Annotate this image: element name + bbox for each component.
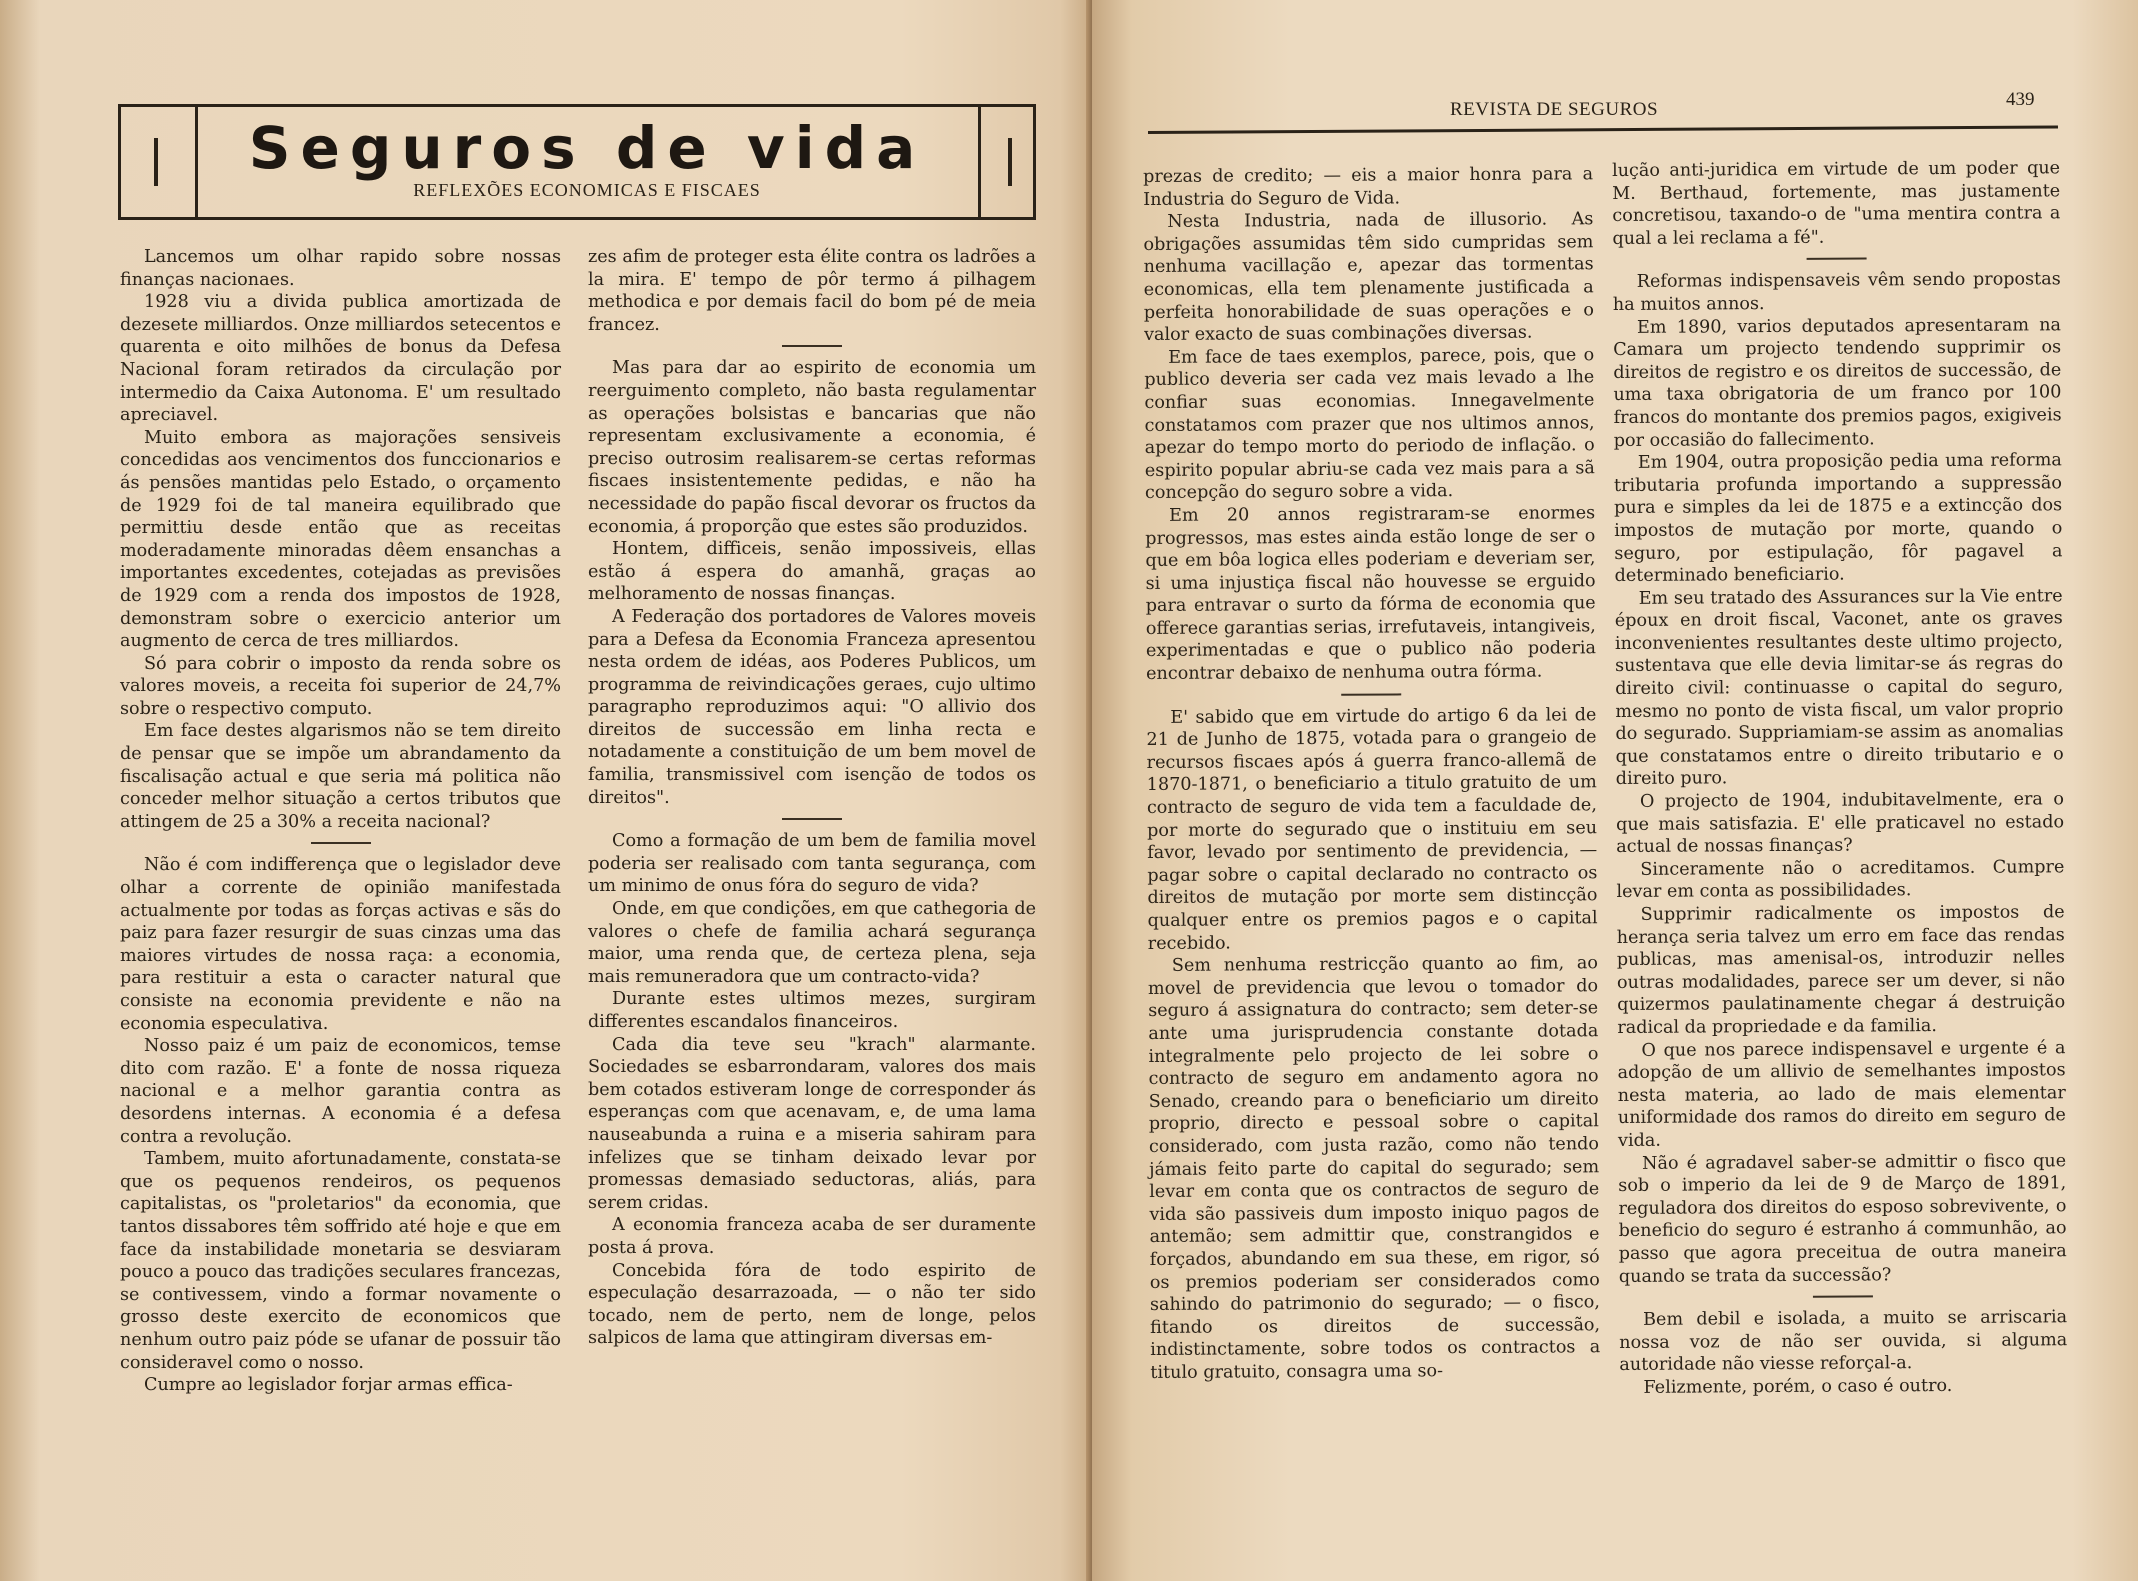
left-ornament-mark (154, 138, 158, 186)
paragraph: Em face destes algarismos não se tem direito de pensar que se impõe um abrandamento da fiscalisação actual e que seria má politica não conceder melhor situação a certos tributos que attingem de 25 a 30% a receita nacional? (120, 721, 561, 832)
running-head: REVISTA DE SEGUROS (1450, 99, 1659, 120)
article-subtitle: REFLEXÕES ECONOMICAS E FISCAES (413, 180, 761, 200)
section-separator (1341, 693, 1401, 695)
title-right-ornament (978, 104, 1036, 220)
paragraph: A economia franceza acaba de ser duramente posta á prova. (588, 1215, 1036, 1258)
paragraph: O projecto de 1904, indubitavelmente, era o que mais satisfazia. E' elle praticavel no estado actual de nossas finanças? (1615, 789, 2065, 858)
paragraph: Felizmente, porém, o caso é outro. (1643, 1375, 1953, 1398)
title-bottom-rule (118, 217, 1036, 220)
section-separator (1807, 258, 1867, 260)
text-column-1 (120, 246, 561, 1397)
text-column-3 (1143, 163, 1600, 1384)
paragraph: Durante estes ultimos mezes, surgiram differentes escandalos financeiros. (588, 989, 1036, 1032)
section-separator (311, 842, 371, 844)
paragraph: E' sabido que em virtude do artigo 6 da lei de 21 de Junho de 1875, votada para o grangeio de recursos fiscaes após á guerra franco-allemã de 1870-1871, o beneficiario a titulo gratuito de um contracto de seguro de vida tem a faculdade de, por morte do segurado que o instituiu em seu favor, levado por sentimento de previdencia, — pagar sobre o capital declarado no contracto os direitos de mutação por morte sem distincção qualquer entre os premios pagos e o capital recebido. (1146, 704, 1598, 954)
paragraph: Em 1890, varios deputados apresentaram na Camara um projecto tendendo supprimir os direitos de registro e os direitos de successão, de uma taxa obrigatoria de um franco por 100 francos do montante dos premios pagos, exigiveis por occasião do fallecimento. (1613, 314, 2062, 451)
paragraph: Tambem, muito afortunadamente, constata-se que os pequenos rendeiros, os pequenos capitalistas, os "proletarios" da economia, que tantos dissabores têm soffrido até hoje e que em face da instabilidade monetaria se desviaram pouco a pouco das tradições seculares francezas, se contivessem, vindo a formar novamente o grosso deste exercito de economicos que nenhum outro paiz póde se ufanar de possuir tão consideravel como o nosso. (120, 1149, 561, 1373)
section-separator (1813, 1296, 1873, 1298)
paragraph: zes afim de proteger esta élite contra os ladrões a la mira. E' tempo de pôr termo á pilhagem methodica e por demais facil do bom pé de meia francez. (588, 247, 1036, 335)
section-separator (782, 345, 842, 347)
paragraph: A Federação dos portadores de Valores moveis para a Defesa da Economia Franceza apresentou nesta ordem de idéas, aos Poderes Publicos, um programma de reivindicações geraes, cujo ultimo paragrapho reproduzimos aqui: "O allivio dos direitos de successão em linha recta e notadamente a constituição de um bem movel de familia, transmissivel com isenção de todos os direitos". (588, 606, 1036, 808)
title-top-rule (118, 104, 1036, 107)
paragraph: Nosso paiz é um paiz de economicos, temse dito com razão. E' a fonte de nossa riqueza nacional e a melhor garantia contra as desordens internas. A economia é a defesa contra a revolução. (120, 1036, 561, 1147)
paragraph: Lancemos um olhar rapido sobre nossas finanças nacionaes. (120, 247, 561, 290)
paragraph: O que nos parece indispensavel e urgente é a adopção de um allivio de semelhantes impostos nesta materia, ao lado de mais elementar uniformidade dos ramos do direito em seguro de vida. (1617, 1037, 2066, 1151)
page-number: 439 (2006, 89, 2035, 110)
paragraph: Concebida fóra de todo espirito de especulação desarrazoada, — o não ter sido tocado, nem de perto, nem de longe, pelos salpicos de lama que attingiram diversas em- (588, 1260, 1036, 1349)
paragraph: Cumpre ao legislador forjar armas effica- (144, 1375, 513, 1396)
paragraph: lução anti-juridica em virtude de um poder que M. Berthaud, fortemente, mas justamente concretisou, taxando-o de "uma mentira contra a qual a lei reclama a fé". (1612, 158, 2061, 249)
paragraph: Em face de taes exemplos, parece, pois, que o publico deveria ser cada vez mais levado a lhe confiar suas economias. Innegavelmente constatamos com prazer que nos ultimos annos, apezar do tempo morto do periodo de inflação. o espirito popular abriu-se cada vez mais para a sã concepção do seguro sobre a vida. (1144, 344, 1595, 504)
paragraph: Em seu tratado des Assurances sur la Vie entre époux en droit fiscal, Vaconet, ante os graves inconvenientes resultantes deste ultimo projecto, sustentava que elle devia limitar-se ás regras do direito civil: continuasse o capital do seguro, mesmo no ponto de vista fiscal, um valor proprio do segurado. Suppriamiam-se assim as anomalias que constatamos entre o direito tributario e o direito puro. (1614, 585, 2064, 790)
paragraph: Mas para dar ao espirito de economia um reerguimento completo, não basta regulamentar as operações bolsistas e bancarias que não representam exclusivamente a economia, é preciso outrosim realisarem-se certas reformas fiscaes insistentemente pedidas, e não ha necessidade do papão fiscal devorar os fructos da economia, á proporção que estes são produzidos. (588, 358, 1036, 537)
text-column-4 (1612, 157, 2068, 1399)
paragraph: Como a formação de um bem de familia movel poderia ser realisado com tanta segurança, com um minimo de onus fóra do seguro de vida? (588, 831, 1036, 897)
article-title: Seguros de vida (248, 114, 926, 182)
title-left-ornament (118, 104, 198, 220)
paragraph: Sinceramente não o acreditamos. Cumpre levar em conta as possibilidades. (1616, 857, 2065, 903)
article-title-box (118, 104, 1036, 220)
paragraph: Nesta Industria, nada de illusorio. As obrigações assumidas têm sido cumpridas sem nenhuma vacillação e, apezar das tormentas economicas, ella tem plenamente justificada a perfeita honorabilidade de suas operações e o valor exacto de suas combinações diversas. (1143, 209, 1594, 346)
right-ornament-mark (1008, 138, 1012, 186)
paragraph: prezas de credito; — eis a maior honra para a Industria do Seguro de Vida. (1143, 164, 1594, 210)
paragraph: Em 1904, outra proposição pedia uma reforma tributaria profunda importando a suppressão pura e simples da lei de 1875 e a extincção dos impostos de mutação por morte, quando o seguro, por estipulação, fôr pagavel a determinado beneficiario. (1613, 450, 2063, 587)
paragraph: Bem debil e isolada, a muito se arriscaria nossa voz de não ser ouvida, si alguma autoridade não viesse reforçal-a. (1619, 1307, 2068, 1376)
paragraph: Só para cobrir o imposto da renda sobre os valores moveis, a receita foi superior de 24,7% sobre o respectivo computo. (120, 653, 561, 719)
paragraph: Sem nenhuma restricção quanto ao fim, ao movel de previdencia que levou o tomador do seguro á assignatura do contracto; sem deter-se ante uma jurisprudencia constante dotada integralmente pelo projecto de lei sobre o contracto de seguro em andamento agora no Senado, creando para o beneficiario um direito proprio, directo e pessoal sobre o capital considerado, com justa razão, como não tendo jámais feito parte do capital do segurado; sem levar em conta que os contractos de seguro de vida são passiveis dum imposto iniquo pagos de antemão; sem admittir que, constrangidos e forçados, abundando em sua these, em rigor, só os premios poderiam ser considerados como sahindo do patrimonio do segurado; — o fisco, fitando os direitos de successão, indistinctamente, sobre todos os contractos a titulo gratuito, consagra uma so- (1147, 953, 1601, 1383)
paragraph: Supprimir radicalmente os impostos de herança seria talvez um erro em face das rendas publicas, mas amenisal-os, introduzir nelles outras modalidades, parece ser um dever, si não quizermos paulatinamente chegar á destruição radical da propriedade e da familia. (1616, 902, 2066, 1038)
paragraph: Reformas indispensaveis vêm sendo propostas ha muitos annos. (1612, 269, 2061, 315)
paragraph: Muito embora as majorações sensiveis concedidas aos vencimentos dos funccionarios e ás pensões mantidas pelo Estado, o orçamento de 1929 foi de tal maneira equilibrado que permittiu desde então que as receitas moderadamente minoradas dêem ensanchas a importantes excedentes, cotejadas as previsões de 1929 com a renda dos impostos de 1928, demonstram sobre o exercicio anterior um augmento de cerca de tres milliardos. (120, 427, 561, 652)
paragraph: 1928 viu a divida publica amortizada de dezesete milliardos. Onze milliardos setecentos e quarenta e oito milhões de bonus da Defesa Nacional foram retirados da circulação por intermedio da Caixa Autonoma. E' um resultado apreciavel. (120, 292, 561, 426)
paragraph: Onde, em que condições, em que cathegoria de valores o chefe de familia achará segurança maior, uma renda que, de certeza plena, seja mais remuneradora que um contracto-vida? (588, 899, 1036, 987)
paragraph: Cada dia teve seu "krach" alarmante. Sociedades se esbarrondaram, valores dos mais bem cotados estiveram longe de corresponder ás esperanças com que acenavam, e, de uma lama nauseabunda a ruina e a miseria sahiram para infelizes que se tinham deixado levar por promessas demasiado seductoras, aliás, para serem cridas. (588, 1034, 1036, 1213)
text-column-2 (588, 246, 1036, 1350)
paragraph: Não é agradavel saber-se admittir o fisco que sob o imperio da lei de 9 de Março de 1891, reguladora dos direitos do esposo sobrevivente, o beneficio do seguro é estranho á communhão, ao passo que agora preceitua de outra maneira quando se trata da successão? (1618, 1150, 2067, 1287)
paragraph: Hontem, difficeis, senão impossiveis, ellas estão á espera do amanhã, graças ao melhoramento de nossas finanças. (588, 539, 1036, 605)
paragraph: Não é com indifferença que o legislador deve olhar a corrente de opinião manifestada actualmente por todas as forças activas e sãs do paiz para fazer resurgir de suas cinzas uma das maiores virtudes de nossa raça: a economia, para restituir a esta o caracter natural que consiste na economia previdente e não na economia especulativa. (120, 855, 561, 1034)
section-separator (782, 818, 842, 820)
paragraph: Em 20 annos registraram-se enormes progressos, mas estes ainda estão longe de ser o que em bôa logica elles poderiam e deveriam ser, si uma injustiça fiscal não houvesse se erguido para entravar o surto da fórma de economia que offerece garantias serias, irrefutaveis, intangiveis, experimentadas e que o publico não poderia encontrar debaixo de nenhuma outra fórma. (1145, 503, 1597, 685)
